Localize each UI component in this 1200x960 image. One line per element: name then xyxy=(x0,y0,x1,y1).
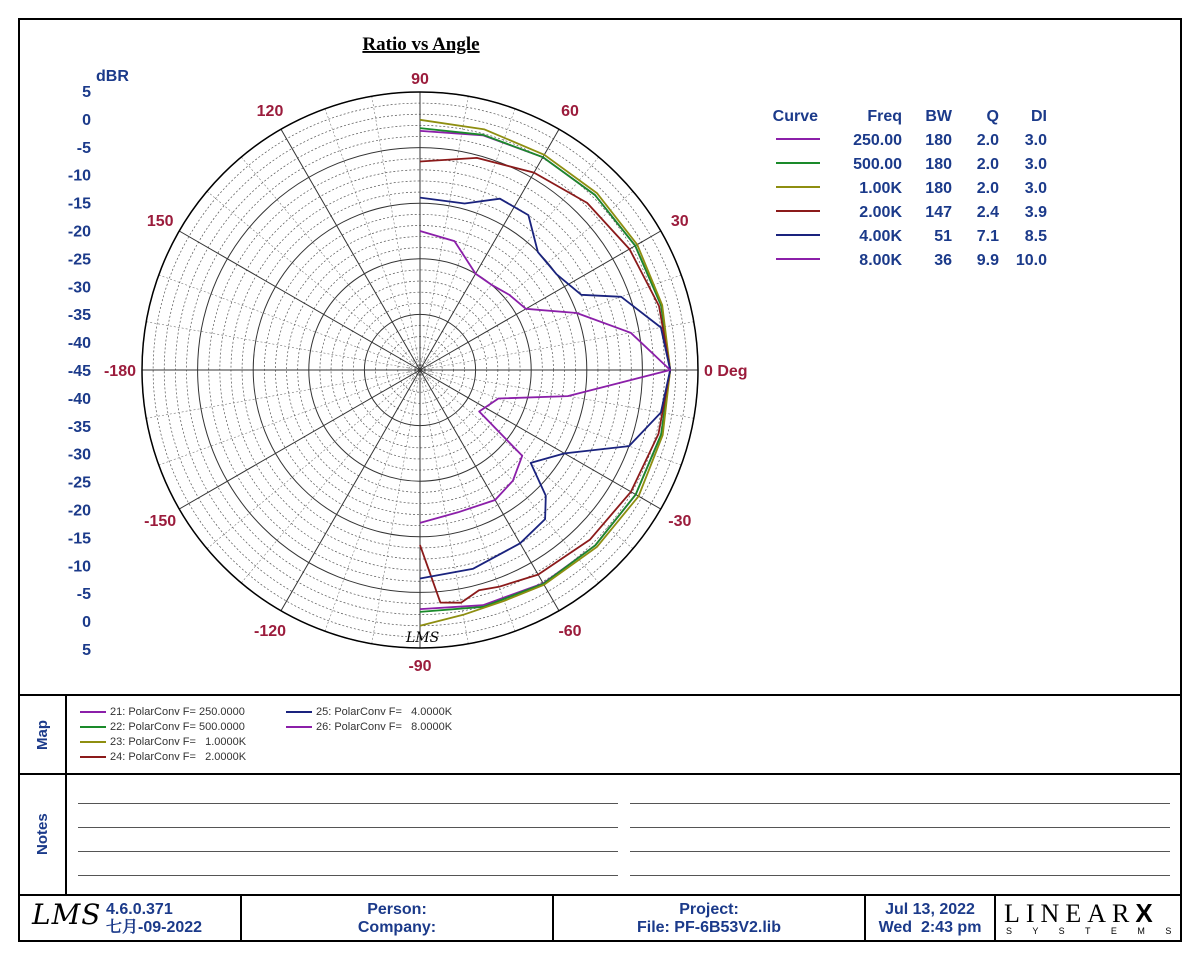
legend-cell: 250.00 xyxy=(853,132,902,149)
legend-cell: 4.00K xyxy=(859,228,902,245)
legend-cell: 51 xyxy=(934,228,952,245)
legend-cell: 7.1 xyxy=(976,228,999,245)
map-entry-text: 26: PolarConv F= 8.0000K xyxy=(316,721,453,733)
legend-header: BW xyxy=(925,108,952,125)
angle-label: 120 xyxy=(256,103,284,121)
lms-logo: LMS xyxy=(32,898,102,931)
legend-cell: 500.00 xyxy=(853,156,902,173)
radial-tick-label: -25 xyxy=(67,474,91,492)
map-entry-text: 25: PolarConv F= 4.0000K xyxy=(316,706,453,718)
person-label: Person: xyxy=(367,901,427,918)
radial-tick-label: -20 xyxy=(67,502,91,520)
map-entry-text: 21: PolarConv F= 250.0000 xyxy=(110,706,245,718)
legend-cell: 3.0 xyxy=(1024,156,1047,173)
lms-watermark: LMS xyxy=(406,630,440,646)
project-label: Project: xyxy=(679,901,739,918)
angle-label: 30 xyxy=(670,213,689,230)
legend-header: Curve xyxy=(772,108,818,125)
chart-title: Ratio vs Angle xyxy=(362,34,480,55)
legend-cell: 2.4 xyxy=(976,204,999,221)
radial-tick-label: -25 xyxy=(67,251,91,269)
linearx-brand xyxy=(998,898,1181,940)
grid-spoke-minor xyxy=(241,370,420,583)
radial-tick-label: -15 xyxy=(67,195,91,213)
brand-sub: S Y S T E M S xyxy=(1006,926,1181,936)
radial-tick-label: -40 xyxy=(67,335,91,353)
map-entry xyxy=(80,706,245,718)
radial-tick-label: -35 xyxy=(67,307,91,325)
angle-label: -60 xyxy=(558,622,582,640)
radial-tick-label: -5 xyxy=(76,586,91,604)
legend-cell: 8.5 xyxy=(1024,228,1047,245)
brand-x: X xyxy=(1135,898,1159,928)
date-text: Jul 13, 2022 xyxy=(885,901,975,918)
map-entry-text: 23: PolarConv F= 1.0000K xyxy=(110,736,247,748)
angle-label: -120 xyxy=(253,622,287,640)
legend-cell: 147 xyxy=(925,204,952,221)
angle-label: -180 xyxy=(103,363,136,380)
map-entry xyxy=(286,706,452,718)
angle-label: 150 xyxy=(146,213,174,230)
radial-tick-label: -5 xyxy=(76,139,91,157)
radial-tick-label: -10 xyxy=(67,167,91,185)
map-entry xyxy=(80,751,246,763)
legend-cell: 2.0 xyxy=(976,156,999,173)
legend-cell: 2.0 xyxy=(976,180,999,197)
legend-cell: 180 xyxy=(925,180,952,197)
legend-cell: 3.0 xyxy=(1024,132,1047,149)
file-label: File: PF-6B53V2.lib xyxy=(636,919,782,936)
radial-tick-label: -10 xyxy=(67,558,91,576)
radial-tick-label: -30 xyxy=(67,446,91,464)
legend-cell: 3.0 xyxy=(1024,180,1047,197)
curve-8.00K xyxy=(420,231,670,523)
radial-tick-label: -40 xyxy=(67,390,91,408)
legend-cell: 10.0 xyxy=(1015,252,1047,269)
map-entry-text: 22: PolarConv F= 500.0000 xyxy=(110,721,245,733)
grid-spoke-minor xyxy=(420,157,599,370)
map-swatch xyxy=(80,711,106,713)
legend-cell: 2.0 xyxy=(976,132,999,149)
radial-tick-label: 0 xyxy=(82,111,91,129)
company-label: Company: xyxy=(357,919,437,936)
legend-cell: 3.9 xyxy=(1024,204,1047,221)
legend-cell: 180 xyxy=(925,156,952,173)
map-swatch xyxy=(286,726,312,728)
grid-spoke-minor xyxy=(207,370,420,549)
legend-cell: 2.00K xyxy=(859,204,902,221)
angle-label: 90 xyxy=(411,71,429,88)
legend-header: Freq xyxy=(867,108,902,125)
legend-table xyxy=(773,108,1047,269)
map-swatch xyxy=(80,741,106,743)
axis-labels xyxy=(68,71,748,675)
map-entry xyxy=(80,721,245,733)
legend-cell: 1.00K xyxy=(859,180,902,197)
legend-header: DI xyxy=(1031,108,1047,125)
grid-spoke-major xyxy=(179,370,420,509)
angle-label: -30 xyxy=(668,513,692,530)
notes-label: Notes xyxy=(34,813,51,855)
radial-tick-label: -35 xyxy=(67,418,91,436)
radial-tick-label: -45 xyxy=(67,363,91,380)
angle-label: -90 xyxy=(408,658,432,675)
angle-label: 0 Deg xyxy=(704,363,748,380)
radial-tick-label: 5 xyxy=(82,84,91,101)
legend-header: Q xyxy=(986,108,999,125)
time-text: Wed 2:43 pm xyxy=(878,919,982,936)
build-date-text: 七月-09-2022 xyxy=(106,919,203,936)
legend-cell: 36 xyxy=(934,252,952,269)
radial-tick-label: 5 xyxy=(82,642,91,659)
legend-cell: 180 xyxy=(925,132,952,149)
map-entry xyxy=(80,736,246,748)
version-text: 4.6.0.371 xyxy=(106,901,173,918)
grid-spoke-minor xyxy=(207,191,420,370)
map-swatch xyxy=(286,711,312,713)
angle-label: 60 xyxy=(561,103,579,121)
legend-cell: 8.00K xyxy=(859,252,902,269)
map-swatch xyxy=(80,726,106,728)
radial-tick-label: -15 xyxy=(67,530,91,548)
map-entry xyxy=(286,721,452,733)
map-swatch xyxy=(80,756,106,758)
radial-tick-label: -30 xyxy=(67,279,91,297)
radial-tick-label: 0 xyxy=(82,614,91,632)
brand-text: LINEAR xyxy=(1004,899,1136,928)
angle-label: -150 xyxy=(144,513,177,530)
grid-spoke-major xyxy=(281,129,420,370)
radial-unit-label: dBR xyxy=(96,68,129,85)
map-label: Map xyxy=(34,720,51,750)
map-entry-text: 24: PolarConv F= 2.0000K xyxy=(110,751,247,763)
polar-grid-major xyxy=(142,92,698,648)
grid-spoke-minor xyxy=(241,157,420,370)
radial-tick-label: -20 xyxy=(67,223,91,241)
legend-cell: 9.9 xyxy=(976,252,999,269)
